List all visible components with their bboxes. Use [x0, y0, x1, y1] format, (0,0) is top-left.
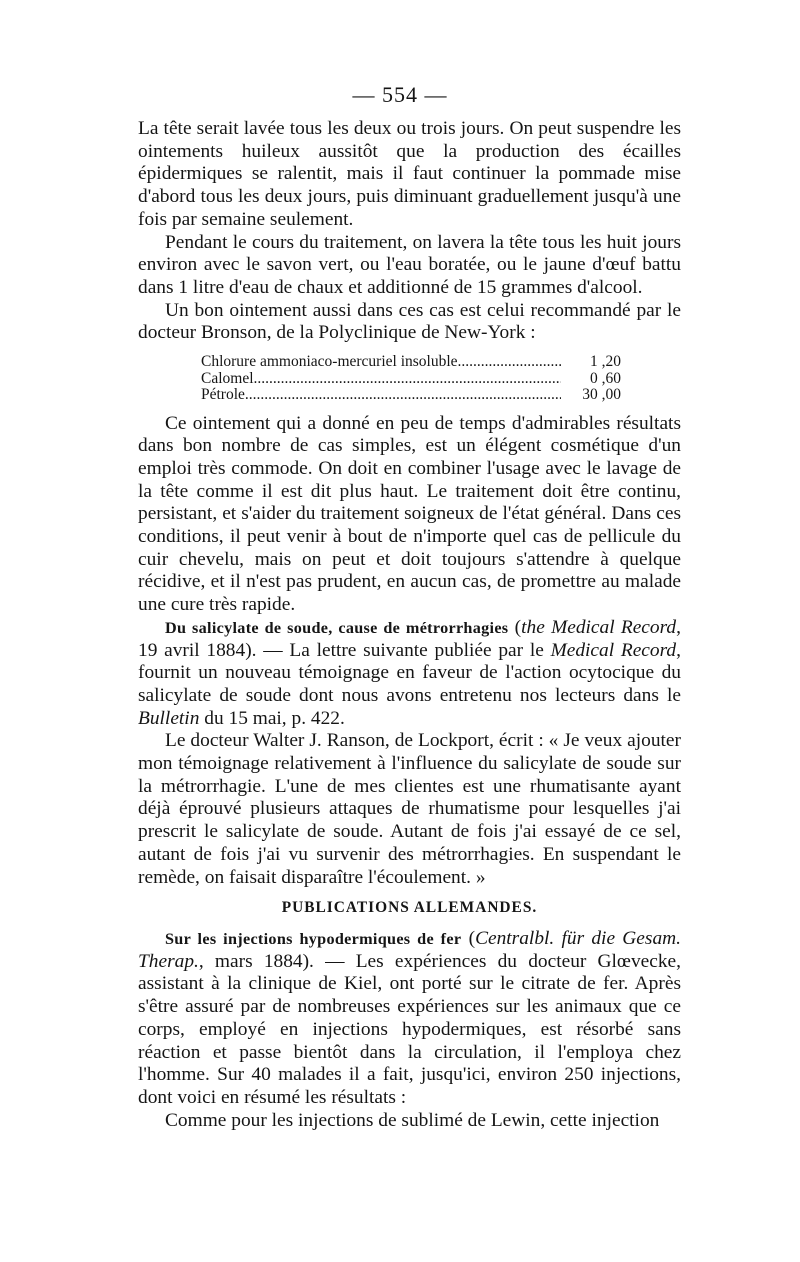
source-date: , mars 1884). — [198, 950, 314, 972]
journal-name: Medical Record — [550, 639, 677, 661]
article-heading: Sur les injections hypodermiques de fer — [165, 930, 462, 948]
source-journal: the Medical Record — [521, 616, 677, 638]
text-column — [138, 118, 681, 1132]
article-text: — Les expériences du docteur Glœvecke, assistant à la clinique de Kiel, ont porté sur le citrate de fer. Après s'être assuré par de nombreuses expériences sur les animaux que ce corps, employé en injections hypodermiques, est résorbé sans réaction et passe bientôt dans la circulation, il l'employa chez l'homme. Sur 40 malades il a fait, jusqu'ici, environ 250 injections, dont voici en résumé les résultats : — [138, 950, 681, 1108]
paragraph-bronson-ointment: Un bon ointement aussi dans ces cas est celui recommandé par le docteur Bronson, de la Polyclinique de New-York : — [138, 299, 681, 344]
paragraph-ranson-letter: Le docteur Walter J. Ranson, de Lockport, écrit : « Je veux ajouter mon témoignage relativement à l'influence du salicylate de soude sur la métrorrhagie. L'une de mes clientes est une rhumatisante ayant déjà éprouvé plusieurs attaques de rhumatisme pour lesquelles j'ai prescrit le salicylate de soude. Autant de fois j'ai essayé de ce sel, autant de fois j'ai vu survenir des métrorrhagies. En suspendant le remède, on faisait disparaître l'écoulement. » — [138, 730, 681, 888]
article-heading: Du salicylate de soude, cause de métrorrhagies — [165, 618, 509, 637]
article-salicylate — [138, 617, 681, 731]
formula-row — [201, 371, 621, 388]
article-iron-injections — [138, 928, 681, 1110]
paragraph-scalp-washing: La tête serait lavée tous les deux ou trois jours. On peut suspendre les ointements huileux aussitôt que la production des écailles épidermiques se ralentit, mais il faut continuer la pommade mise d'abord tous les deux jours, puis diminuant graduellement jusqu'à une fois par semaine seulement. — [138, 118, 681, 230]
paragraph-lewin-comparison: Comme pour les injections de sublimé de Lewin, cette injection — [165, 1109, 660, 1131]
article-text: du 15 mai, p. 422. — [199, 707, 345, 729]
source-date: , 19 avril 1884). — [138, 616, 681, 661]
paragraph-treatment-course: Pendant le cours du traitement, on lavera la tête tous les huit jours environ avec le savon vert, ou l'eau boratée, ou le jaune d'œuf battu dans 1 litre d'eau de chaux et additionné de 15 grammes d'alcool. — [138, 231, 681, 298]
article-text: — La lettre suivante publiée par le — [256, 639, 551, 661]
formula-ingredient: Calomel — [201, 369, 254, 387]
formula-quantity: 0 ,60 — [590, 369, 621, 387]
leader-dots — [254, 371, 561, 388]
formula-quantity: 1 ,20 — [590, 353, 621, 371]
ointment-formula — [201, 354, 621, 404]
source-open: ( — [508, 616, 522, 638]
leader-dots — [458, 354, 561, 371]
paragraph-ointment-results: Ce ointement qui a donné en peu de temps d'admirables résultats dans bon nombre de cas simples, est un élégent cosmétique d'un emploi très commode. On doit en combiner l'usage avec le lavage de la tête comme il est dit plus haut. Le traitement doit être continu, persistant, et s'aider du traitement soigneux de l'état général. Dans ces conditions, il peut venir à bout de n'importe quel cas de pellicule du cuir chevelu, mais on peut et doit toujours s'attendre à quelque récidive, et il n'est pas prudent, en aucun cas, de promettre au malade une cure très rapide. — [138, 412, 681, 616]
page-number: — 554 — — [352, 82, 448, 107]
formula-ingredient: Chlorure ammoniaco-mercuriel insoluble — [201, 353, 458, 371]
article-text: , fournit un nouveau témoignage en faveur de l'action ocytocique du salicylate de soude dont nous avons entretenu nos lecteurs dans le — [138, 639, 681, 706]
section-heading: PUBLICATIONS ALLEMANDES. — [281, 899, 538, 917]
source-open: ( — [461, 928, 476, 949]
formula-row — [201, 354, 621, 371]
leader-dots — [245, 387, 561, 404]
formula-row — [201, 387, 621, 404]
formula-quantity: 30 ,00 — [582, 386, 621, 404]
bulletin-name: Bulletin — [138, 707, 200, 729]
source-journal: Centralbl. für die Gesam. Therap. — [138, 928, 682, 972]
formula-ingredient: Pétrole — [201, 386, 245, 404]
